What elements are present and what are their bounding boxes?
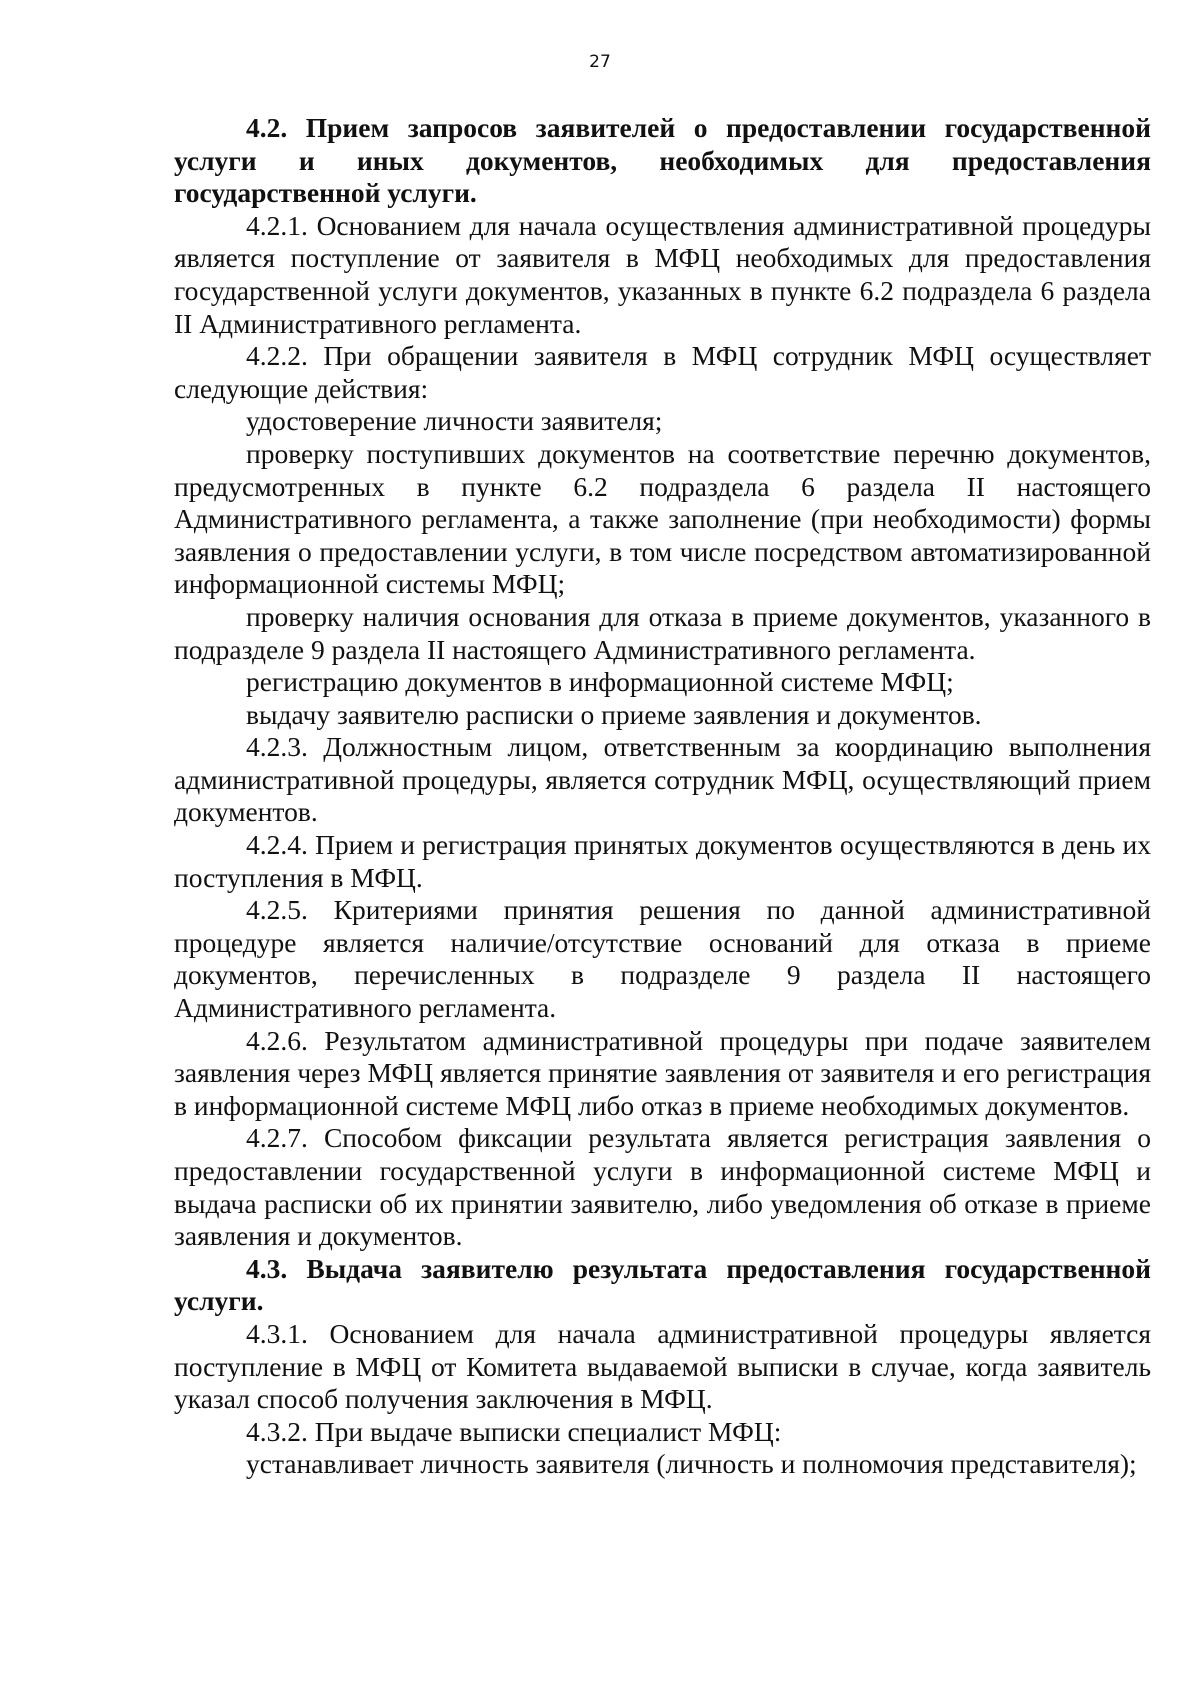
paragraph-4-3-2: 4.3.2. При выдаче выписки специалист МФЦ: [246,1415,782,1447]
paragraph-4-2-7: 4.2.7. Способом фиксации результата является регистрация заявления о предоставлении государственной услуги в информационной системе МФЦ и выдача расписки об их принятии заявителю, либо уведомления об отказе в приеме заявления и документов. [174,1122,1151,1252]
paragraph-4-3-1: 4.3.1. Основанием для начала административной процедуры является поступление в МФЦ от Комитета выдаваемой выписки в случае, когда заявитель указал способ получения заключения в МФЦ. [174,1317,1151,1415]
page-number: 27 [589,52,611,72]
list-item-identity-check: удостоверение личности заявителя; [246,405,663,437]
section-heading-4-3: 4.3. Выдача заявителю результата предоставления государственной услуги. [174,1252,1151,1317]
list-item-registration: регистрацию документов в информационной системе МФЦ; [246,666,954,698]
list-item-receipt: выдачу заявителю расписки о приеме заявления и документов. [246,698,982,730]
paragraph-4-2-3: 4.2.3. Должностным лицом, ответственным за координацию выполнения административной процедуры, является сотрудник МФЦ, осуществляющий прием документов. [174,731,1151,828]
paragraph-4-2-6: 4.2.6. Результатом административной процедуры при подаче заявителем заявления через МФЦ является принятие заявления от заявителя и его регистрация в информационной системе МФЦ либо отказ в приеме необходимых документов. [174,1024,1151,1121]
list-item-refusal-grounds-check: проверку наличия основания для отказа в приеме документов, указанного в подразделе 9 раздела II настоящего Административного регламента. [174,600,1151,665]
paragraph-4-2-1: 4.2.1. Основанием для начала осуществления административной процедуры является поступление от заявителя в МФЦ необходимых для предоставления государственной услуги документов, указанных в пункте 6.2 подраздела 6 раздела II Административного регламента. [174,209,1151,339]
list-item-documents-check: проверку поступивших документов на соответствие перечню документов, предусмотренных в пункте 6.2 подраздела 6 раздела II настоящего Административного регламента, а также заполнение (при необходимости) формы заявления о предоставлении услуги, в том числе посредством автоматизированной информационной системы МФЦ; [174,437,1151,600]
paragraph-4-2-4: 4.2.4. Прием и регистрация принятых документов осуществляются в день их поступления в МФЦ. [174,829,1151,893]
document-body [174,112,1151,1481]
section-heading-4-2: 4.2. Прием запросов заявителей о предоставлении государственной услуги и иных документов, необходимых для предоставления государственной услуги. [174,112,1151,209]
paragraph-4-2-2: 4.2.2. При обращении заявителя в МФЦ сотрудник МФЦ осуществляет следующие действия: [174,340,1151,404]
paragraph-4-2-5: 4.2.5. Критериями принятия решения по данной административной процедуре является наличие/отсутствие оснований для отказа в приеме документов, перечисленных в подразделе 9 раздела II настоящего Административного регламента. [174,894,1151,1024]
list-item-identify-applicant: устанавливает личность заявителя (личность и полномочия представителя); [246,1448,1137,1480]
